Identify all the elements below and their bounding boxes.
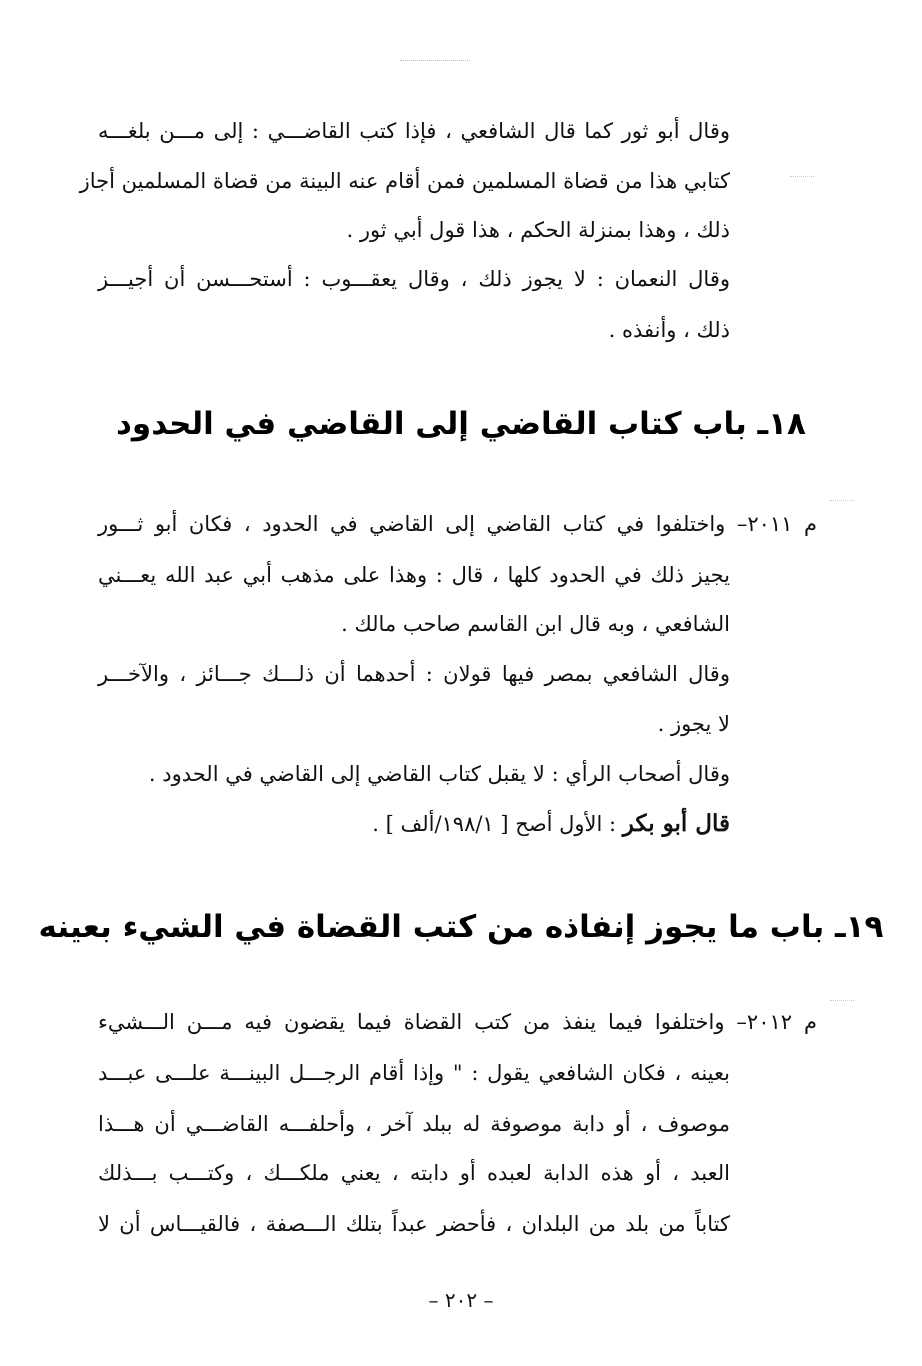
paragraph-1-line-3: ذلك ، وهذا بمنزلة الحكم ، هذا قول أبي ثور . [346, 218, 730, 242]
chapter-heading-18: ١٨ـ باب كتاب القاضي إلى القاضي في الحدود [116, 406, 806, 442]
section-18-paragraph-2-line-1: وقال الشافعي بمصر فيها قولان : أحدهما أن ذلـــك جـــائز ، والآخـــر [98, 662, 730, 686]
entry-2012-line-5: كتاباً من بلد من البلدان ، فأحضر عبداً بتلك الـــصفة ، فالقيـــاس أن لا [98, 1212, 730, 1236]
paragraph-1-line-1: وقال أبو ثور كما قال الشافعي ، فإذا كتب القاضـــي : إلى مـــن بلغـــه [98, 119, 730, 143]
top-scan-dots [400, 60, 470, 63]
page-number: – ٢٠٢ – [428, 1288, 494, 1312]
section-18-paragraph-3: وقال أصحاب الرأي : لا يقبل كتاب القاضي إلى القاضي في الحدود . [148, 762, 730, 786]
abu-bakr-lead: قال أبو بكر [622, 810, 730, 837]
entry-2011-line-1-text: – واختلفوا في كتاب القاضي إلى القاضي في الحدود ، فكان أبو ثـــور [98, 512, 748, 536]
entry-2012-line-4: العبد ، أو هذه الدابة لعبده أو دابته ، يعني ملكـــك ، وكتـــب بـــذلك [98, 1161, 730, 1185]
section-18-paragraph-4 [98, 809, 730, 839]
margin-mark [830, 500, 854, 502]
entry-2012-line-1 [98, 1007, 817, 1037]
entry-2012-line-2: بعينه ، فكان الشافعي يقول : " وإذا أقام الرجـــل البينـــة علـــى عبـــد [98, 1061, 730, 1085]
paragraph-2-line-2: ذلك ، وأنفذه . [608, 318, 730, 342]
entry-2012-number: م ٢٠١٢ [746, 1010, 818, 1034]
chapter-heading-19: ١٩ـ باب ما يجوز إنفاذه من كتب القضاة في الشيء بعينه [38, 909, 884, 945]
paragraph-1-line-2: كتابي هذا من قضاة المسلمين فمن أقام عنه البينة من قضاة المسلمين أجاز [79, 169, 730, 193]
entry-2011-line-1 [98, 509, 817, 539]
entry-2011-line-3: الشافعي ، وبه قال ابن القاسم صاحب مالك . [341, 612, 730, 636]
entry-2011-number: م ٢٠١١ [747, 512, 817, 536]
section-18-paragraph-2-line-2: لا يجوز . [657, 712, 730, 736]
entry-2012-line-1-text: – واختلفوا فيما ينفذ من كتب القضاة فيما يقضون فيه مـــن الـــشيء [98, 1010, 747, 1034]
abu-bakr-statement: : الأول أصح [ ١٩٨/١/ألف ] . [372, 812, 623, 836]
margin-mark [830, 1000, 854, 1002]
entry-2011-line-2: يجيز ذلك في الحدود كلها ، قال : وهذا على مذهب أبي عبد الله يعـــني [98, 563, 730, 587]
paragraph-2-line-1: وقال النعمان : لا يجوز ذلك ، وقال يعقـــوب : أستحـــسن أن أجيـــز [98, 267, 730, 291]
entry-2012-line-3: موصوف ، أو دابة موصوفة له ببلد آخر ، وأحلفـــه القاضـــي أن هـــذا [98, 1112, 730, 1136]
margin-mark [790, 176, 814, 178]
